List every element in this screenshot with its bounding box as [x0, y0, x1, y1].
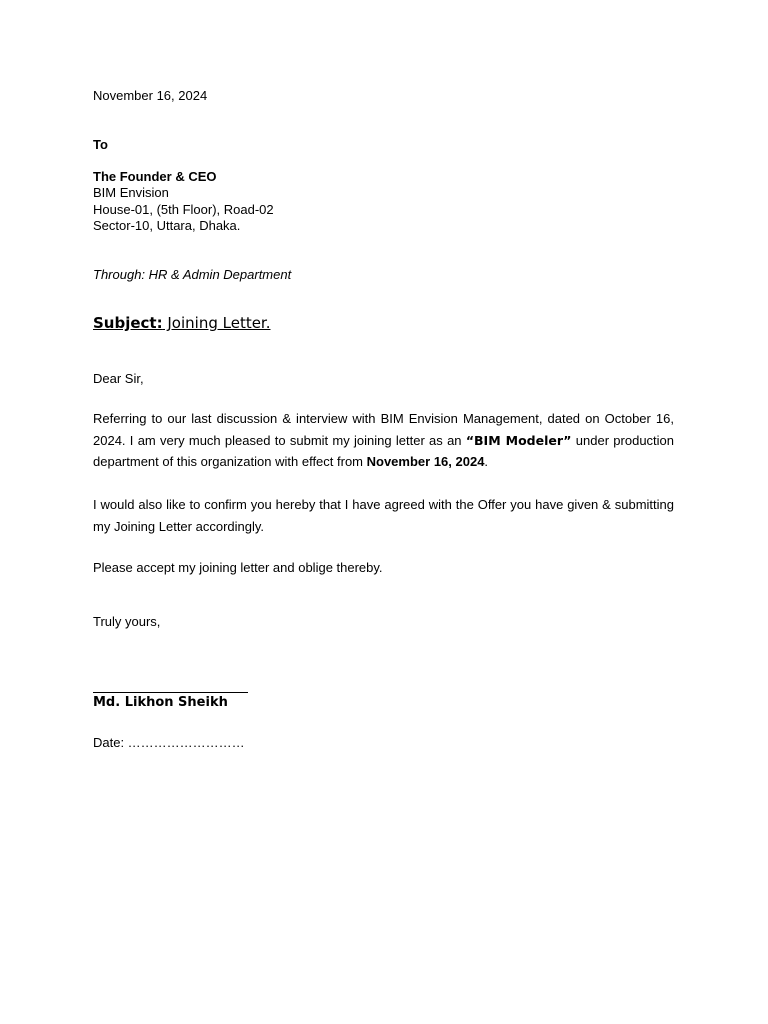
signatory-name: Md. Likhon Sheikh: [93, 695, 228, 710]
date-line: Date: ………………………: [93, 735, 245, 750]
paragraph-1-text-b: under production department of this organization with effect from: [93, 432, 675, 469]
recipient-address-line1: House-01, (5th Floor), Road-02: [93, 202, 274, 217]
subject-label: Subject:: [93, 314, 163, 332]
paragraph-1-text-c: .: [484, 454, 489, 469]
body-paragraph-1: [93, 408, 674, 473]
salutation: Dear Sir,: [93, 371, 144, 386]
letter-date: November 16, 2024: [93, 88, 208, 103]
body-paragraph-2: I would also like to confirm you hereby that I have agreed with the Offer you have given & submitting my Joining Letter accordingly.: [93, 497, 674, 534]
recipient-address-line2: Sector-10, Uttara, Dhaka.: [93, 218, 241, 233]
body-paragraph-3: Please accept my joining letter and oblige thereby.: [93, 560, 383, 575]
through-line: Through: HR & Admin Department: [93, 267, 292, 282]
paragraph-1-text-a: Referring to our last discussion & interview with BIM Envision Management, dated on October 16, 2024. I am very much pleased to submit my joining letter as an: [93, 411, 674, 448]
effective-date: November 16, 2024: [366, 454, 485, 469]
closing: Truly yours,: [93, 614, 161, 629]
recipient-title: The Founder & CEO: [93, 169, 217, 184]
role-title: “BIM Modeler”: [465, 432, 572, 448]
recipient-company: BIM Envision: [93, 185, 169, 200]
to-label: To: [93, 137, 108, 152]
signature-line: [93, 692, 248, 693]
subject-text: Joining Letter.: [162, 314, 271, 332]
subject-line: [93, 315, 271, 331]
